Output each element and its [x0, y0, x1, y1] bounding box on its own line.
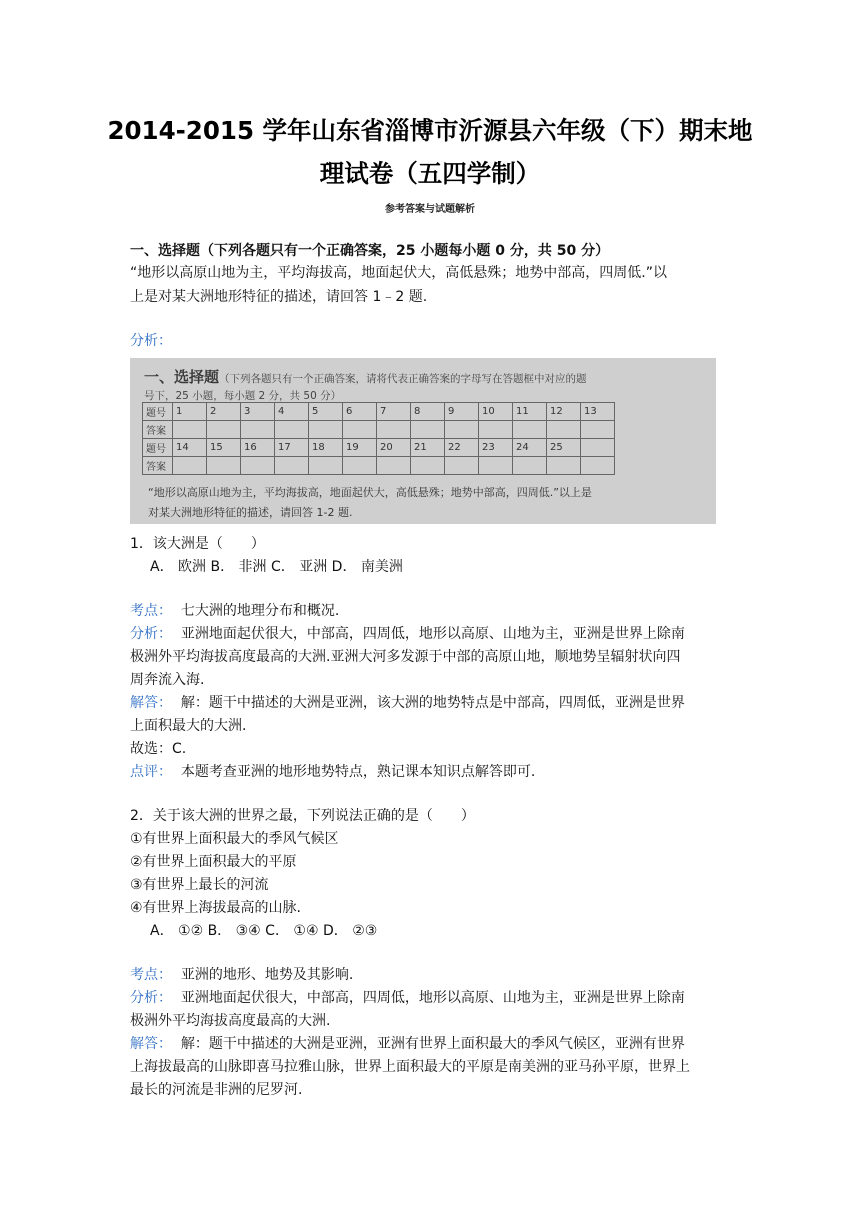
- q1-dianping: 点评： 本题考查亚洲的地形地势特点，熟记课本知识点解答即可.: [130, 764, 536, 780]
- grid-cell: 15: [207, 439, 241, 457]
- grid-cell: 9: [445, 403, 479, 421]
- grid-row-label: 答案: [143, 421, 173, 439]
- grid-cell: [275, 457, 309, 475]
- grid-cell: [445, 421, 479, 439]
- grid-cell: [513, 421, 547, 439]
- q1-jieda-line-2: 上面积最大的大洲.: [130, 718, 247, 734]
- grid-cell: 10: [479, 403, 513, 421]
- intro-line-2: 上是对某大洲地形特征的描述，请回答 1﹣2 题.: [130, 289, 428, 305]
- section-heading: 一、选择题（下列各题只有一个正确答案，25 小题每小题 0 分，共 50 分）: [130, 243, 610, 259]
- q2-item-4: ④有世界上海拔最高的山脉.: [130, 900, 302, 916]
- grid-cell: 14: [173, 439, 207, 457]
- grid-cell: 7: [377, 403, 411, 421]
- q2-options: A． ①② B． ③④ C． ①④ D． ②③: [150, 923, 378, 939]
- grid-cell: [377, 457, 411, 475]
- grid-cell: [173, 421, 207, 439]
- grid-cell: 12: [547, 403, 581, 421]
- scan-footer-1: “地形以高原山地为主，平均海拔高，地面起伏大，高低悬殊；地势中部高，四周低.”以上是: [148, 486, 592, 499]
- q2-item-3: ③有世界上最长的河流: [130, 877, 269, 893]
- grid-cell: 11: [513, 403, 547, 421]
- grid-cell: [207, 457, 241, 475]
- grid-row-label: 答案: [143, 457, 173, 475]
- grid-cell: 21: [411, 439, 445, 457]
- page-title-line2: 理试卷（五四学制）: [319, 159, 541, 188]
- grid-cell: 8: [411, 403, 445, 421]
- q1-jieda: 解答： 解：题干中描述的大洲是亚洲，该大洲的地势特点是中部高，四周低，亚洲是世界: [130, 695, 685, 711]
- grid-cell: [309, 421, 343, 439]
- grid-cell: 5: [309, 403, 343, 421]
- grid-cell: [479, 421, 513, 439]
- grid-row-numbers: [143, 439, 615, 457]
- grid-cell: [479, 457, 513, 475]
- q1-choice: 故选：C.: [130, 741, 187, 757]
- grid-cell: [547, 421, 581, 439]
- answer-grid: [142, 402, 615, 475]
- grid-cell: 4: [275, 403, 309, 421]
- grid-cell: 2: [207, 403, 241, 421]
- grid-cell: [445, 457, 479, 475]
- analysis-label: 分析：: [130, 333, 172, 349]
- q2-fenxi: 分析： 亚洲地面起伏很大，中部高，四周低，地形以高原、山地为主，亚洲是世界上除南: [130, 990, 685, 1006]
- q2-jieda-line-2: 上海拔最高的山脉即喜马拉雅山脉，世界上面积最大的平原是南美洲的亚马孙平原，世界上: [130, 1059, 690, 1075]
- grid-cell: 22: [445, 439, 479, 457]
- grid-cell: [309, 457, 343, 475]
- grid-cell: 6: [343, 403, 377, 421]
- q1-fenxi-line-2: 极洲外平均海拔高度最高的大洲.亚洲大河多发源于中部的高原山地，顺地势呈辐射状向四: [130, 649, 681, 665]
- scanned-exam-image: [130, 358, 716, 524]
- grid-cell: [241, 457, 275, 475]
- scan-heading-note: 号下，25 小题，每小题 2 分，共 50 分）: [144, 390, 342, 402]
- q1-stem: 1．该大洲是（ ）: [130, 536, 265, 552]
- q2-stem: 2．关于该大洲的世界之最，下列说法正确的是（ ）: [130, 808, 475, 824]
- grid-cell: [275, 421, 309, 439]
- grid-cell: 20: [377, 439, 411, 457]
- q2-jieda-line-3: 最长的河流是非洲的尼罗河.: [130, 1082, 303, 1098]
- q2-item-2: ②有世界上面积最大的平原: [130, 854, 297, 870]
- grid-cell: [241, 421, 275, 439]
- grid-cell: 13: [581, 403, 615, 421]
- grid-row-answers: [143, 421, 615, 439]
- grid-cell: [581, 457, 615, 475]
- grid-cell: [411, 457, 445, 475]
- grid-cell: 17: [275, 439, 309, 457]
- q1-fenxi: 分析： 亚洲地面起伏很大，中部高，四周低，地形以高原、山地为主，亚洲是世界上除南: [130, 626, 685, 642]
- grid-cell: [343, 421, 377, 439]
- grid-cell: 16: [241, 439, 275, 457]
- grid-cell: 3: [241, 403, 275, 421]
- grid-row-numbers: [143, 403, 615, 421]
- page-subtitle: 参考答案与试题解析: [385, 204, 475, 215]
- q2-kaodian: 考点： 亚洲的地形、地势及其影响.: [130, 967, 354, 983]
- scan-heading: 一、选择题（下列各题只有一个正确答案，请将代表正确答案的字母写在答题框中对应的题: [144, 368, 587, 386]
- grid-cell: [547, 457, 581, 475]
- grid-cell: [411, 421, 445, 439]
- grid-row-label: 题号: [143, 403, 173, 421]
- q2-jieda: 解答： 解：题干中描述的大洲是亚洲，亚洲有世界上面积最大的季风气候区，亚洲有世界: [130, 1036, 685, 1052]
- grid-cell: 18: [309, 439, 343, 457]
- grid-row-answers: [143, 457, 615, 475]
- grid-cell: 1: [173, 403, 207, 421]
- grid-cell: 19: [343, 439, 377, 457]
- grid-cell: 23: [479, 439, 513, 457]
- intro-line-1: “地形以高原山地为主，平均海拔高，地面起伏大，高低悬殊；地势中部高，四周低.”以: [130, 265, 667, 281]
- grid-cell: [581, 421, 615, 439]
- grid-cell: 24: [513, 439, 547, 457]
- q2-fenxi-line-2: 极洲外平均海拔高度最高的大洲.: [130, 1013, 331, 1029]
- q1-options: A． 欧洲 B． 非洲 C． 亚洲 D． 南美洲: [150, 559, 403, 575]
- grid-cell: [343, 457, 377, 475]
- grid-cell: [377, 421, 411, 439]
- grid-cell: [581, 439, 615, 457]
- grid-cell: 25: [547, 439, 581, 457]
- q2-item-1: ①有世界上面积最大的季风气候区: [130, 831, 339, 847]
- q1-kaodian: 考点： 七大洲的地理分布和概况.: [130, 603, 340, 619]
- grid-cell: [513, 457, 547, 475]
- grid-row-label: 题号: [143, 439, 173, 457]
- scan-footer-2: 对某大洲地形特征的描述，请回答 1-2 题.: [148, 506, 353, 519]
- grid-cell: [207, 421, 241, 439]
- q1-fenxi-line-3: 周奔流入海.: [130, 672, 205, 688]
- grid-cell: [173, 457, 207, 475]
- page-title-line1: 2014-2015 学年山东省淄博市沂源县六年级（下）期末地: [107, 116, 753, 145]
